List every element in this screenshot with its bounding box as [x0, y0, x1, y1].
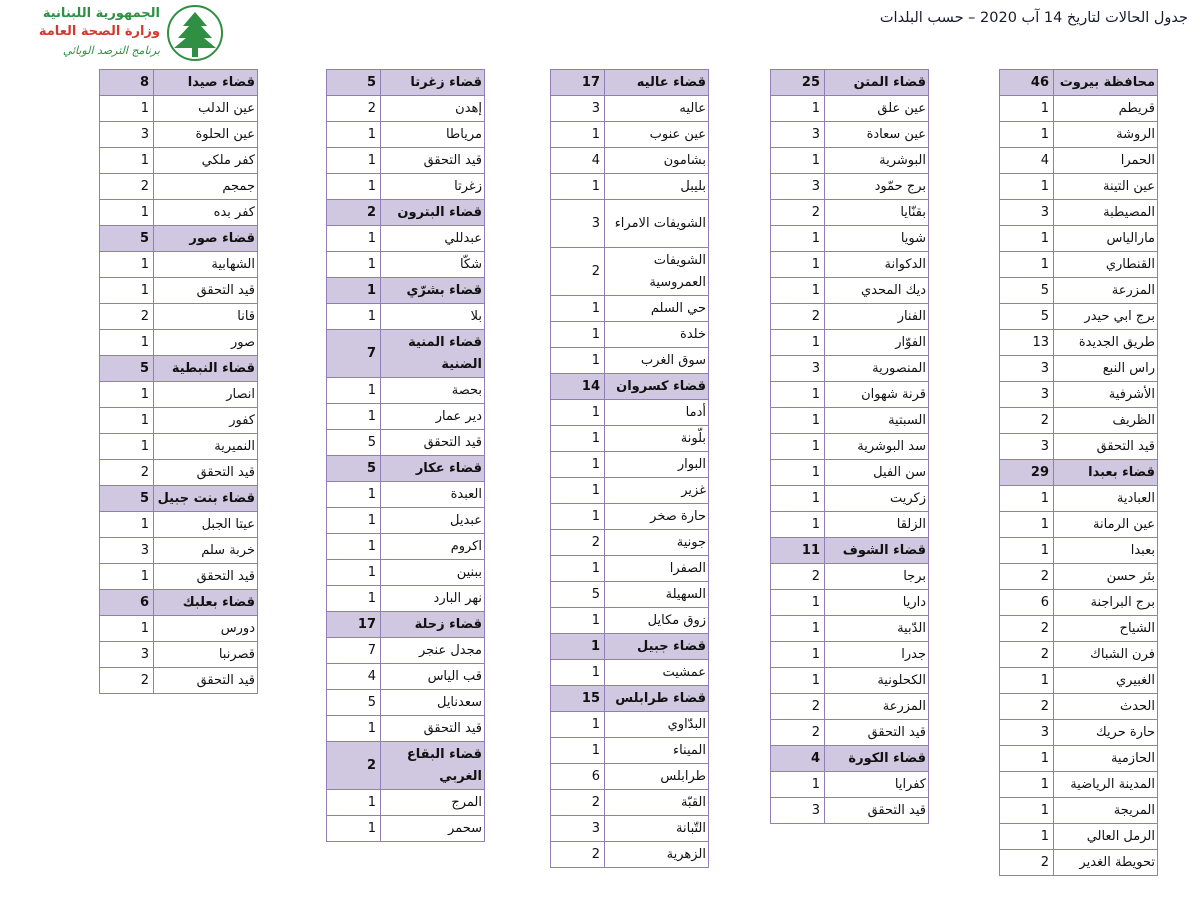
case-count: 1	[999, 772, 1053, 798]
town-name: كفر ملكي	[153, 148, 257, 174]
case-count: 1	[326, 148, 380, 174]
case-count: 2	[770, 694, 824, 720]
case-count: 2	[550, 248, 604, 296]
district-header-label: قضاء المتن	[824, 70, 928, 96]
town-name: انصار	[153, 382, 257, 408]
case-count: 3	[999, 200, 1053, 226]
town-name: خلدة	[604, 322, 708, 348]
case-count: 3	[770, 122, 824, 148]
district-total: 4	[770, 746, 824, 772]
district-header-label: قضاء البقاع الغربي	[380, 742, 484, 790]
case-count: 1	[326, 586, 380, 612]
town-name: ببنين	[380, 560, 484, 586]
town-name: كفور	[153, 408, 257, 434]
town-name: زكريت	[824, 486, 928, 512]
town-name: قيد التحقق	[1053, 434, 1157, 460]
case-count: 4	[326, 664, 380, 690]
case-count: 1	[326, 816, 380, 842]
town-name: قب الياس	[380, 664, 484, 690]
district-header-label: قضاء البترون	[380, 200, 484, 226]
page-title: جدول الحالات لتاريخ 14 آب 2020 – حسب البلدات	[879, 10, 1188, 26]
case-count: 2	[999, 616, 1053, 642]
case-count: 1	[99, 278, 153, 304]
town-name: الظريف	[1053, 408, 1157, 434]
case-count: 4	[999, 148, 1053, 174]
case-count: 3	[770, 798, 824, 824]
case-count: 1	[770, 772, 824, 798]
town-name: حي السلم	[604, 296, 708, 322]
case-count: 1	[550, 712, 604, 738]
case-count: 1	[770, 330, 824, 356]
town-name: داريا	[824, 590, 928, 616]
case-count: 1	[326, 482, 380, 508]
case-count: 5	[999, 304, 1053, 330]
town-name: الزلقا	[824, 512, 928, 538]
town-name: أدما	[604, 400, 708, 426]
case-count: 1	[550, 296, 604, 322]
town-name: بقنّايا	[824, 200, 928, 226]
case-count: 1	[99, 564, 153, 590]
town-name: صور	[153, 330, 257, 356]
case-count: 1	[550, 608, 604, 634]
case-count: 2	[99, 668, 153, 694]
town-name: السهيلة	[604, 582, 708, 608]
case-count: 5	[326, 690, 380, 716]
town-name: البدّاوي	[604, 712, 708, 738]
district-header-label: قضاء المنية الضنية	[380, 330, 484, 378]
town-name: مرياطا	[380, 122, 484, 148]
case-count: 1	[999, 252, 1053, 278]
case-count: 3	[550, 96, 604, 122]
town-name: برج ابي حيدر	[1053, 304, 1157, 330]
case-count: 1	[770, 616, 824, 642]
case-count: 1	[326, 252, 380, 278]
case-count: 1	[550, 452, 604, 478]
town-name: الشويفات الامراء	[604, 200, 708, 248]
town-name: الفنار	[824, 304, 928, 330]
case-count: 1	[770, 226, 824, 252]
town-name: زوق مكايل	[604, 608, 708, 634]
town-name: سحمر	[380, 816, 484, 842]
town-name: الفوّار	[824, 330, 928, 356]
case-count: 2	[999, 850, 1053, 876]
case-count: 1	[99, 330, 153, 356]
case-count: 1	[999, 538, 1053, 564]
case-count: 5	[999, 278, 1053, 304]
town-name: قيد التحقق	[824, 798, 928, 824]
case-count: 1	[770, 252, 824, 278]
case-count: 1	[999, 122, 1053, 148]
town-name: عين سعادة	[824, 122, 928, 148]
town-name: الرمل العالي	[1053, 824, 1157, 850]
case-count: 3	[550, 200, 604, 248]
town-name: عاليه	[604, 96, 708, 122]
town-name: عين التينة	[1053, 174, 1157, 200]
case-count: 1	[999, 96, 1053, 122]
district-header-label: قضاء بنت جبيل	[153, 486, 257, 512]
town-name: الزهرية	[604, 842, 708, 868]
logo-line-ministry: وزارة الصحة العامة	[38, 24, 160, 39]
table-column-5	[99, 69, 258, 694]
town-name: المصيطبة	[1053, 200, 1157, 226]
case-count: 1	[770, 460, 824, 486]
case-count: 1	[326, 508, 380, 534]
town-name: قانا	[153, 304, 257, 330]
district-header-label: محافظة بيروت	[1053, 70, 1157, 96]
table-column-3	[550, 69, 709, 868]
logo-line-republic: الجمهورية اللبنانية	[42, 6, 160, 21]
logo-line-program: برنامج الترصد الوبائي	[62, 44, 160, 57]
town-name: البوار	[604, 452, 708, 478]
town-name: برج البراجنة	[1053, 590, 1157, 616]
town-name: عين الرمانة	[1053, 512, 1157, 538]
town-name: عين الحلوة	[153, 122, 257, 148]
town-name: بلا	[380, 304, 484, 330]
town-name: بشامون	[604, 148, 708, 174]
case-count: 3	[999, 356, 1053, 382]
district-header-label: قضاء صور	[153, 226, 257, 252]
town-name: الكحلونية	[824, 668, 928, 694]
town-name: العبدة	[380, 482, 484, 508]
district-header-label: قضاء بعبدا	[1053, 460, 1157, 486]
town-name: قرنة شهوان	[824, 382, 928, 408]
case-count: 1	[550, 478, 604, 504]
case-count: 3	[550, 816, 604, 842]
case-count: 2	[770, 304, 824, 330]
district-header-label: قضاء زغرتا	[380, 70, 484, 96]
town-name: تحويطة الغدير	[1053, 850, 1157, 876]
town-name: قيد التحقق	[380, 716, 484, 742]
case-count: 1	[99, 252, 153, 278]
table-column-4	[326, 69, 485, 842]
case-count: 1	[550, 322, 604, 348]
district-header-label: قضاء عاليه	[604, 70, 708, 96]
case-count: 5	[326, 430, 380, 456]
district-total: 5	[326, 456, 380, 482]
district-header-label: قضاء بعلبك	[153, 590, 257, 616]
town-name: برج حمّود	[824, 174, 928, 200]
case-count: 1	[770, 382, 824, 408]
town-name: ديك المحدي	[824, 278, 928, 304]
case-count: 3	[999, 382, 1053, 408]
town-name: حارة حريك	[1053, 720, 1157, 746]
town-name: جمجم	[153, 174, 257, 200]
town-name: فرن الشباك	[1053, 642, 1157, 668]
town-name: برجا	[824, 564, 928, 590]
case-count: 1	[550, 660, 604, 686]
case-count: 1	[550, 122, 604, 148]
town-name: جونية	[604, 530, 708, 556]
district-total: 5	[99, 486, 153, 512]
town-name: قيد التحقق	[824, 720, 928, 746]
town-name: كفرايا	[824, 772, 928, 798]
case-count: 2	[999, 694, 1053, 720]
case-count: 13	[999, 330, 1053, 356]
case-count: 1	[99, 408, 153, 434]
case-count: 4	[550, 148, 604, 174]
case-count: 1	[999, 746, 1053, 772]
district-header-label: قضاء النبطية	[153, 356, 257, 382]
case-count: 1	[770, 590, 824, 616]
case-count: 1	[770, 408, 824, 434]
district-header-label: قضاء الكورة	[824, 746, 928, 772]
town-name: قيد التحقق	[380, 148, 484, 174]
town-name: بليبل	[604, 174, 708, 200]
case-count: 7	[326, 638, 380, 664]
case-count: 1	[999, 512, 1053, 538]
case-count: 1	[550, 400, 604, 426]
case-count: 1	[326, 716, 380, 742]
town-name: اكروم	[380, 534, 484, 560]
town-name: دير عمار	[380, 404, 484, 430]
town-name: الميناء	[604, 738, 708, 764]
town-name: الشياح	[1053, 616, 1157, 642]
case-count: 3	[99, 538, 153, 564]
case-count: 2	[99, 174, 153, 200]
town-name: التّبانة	[604, 816, 708, 842]
town-name: سد البوشرية	[824, 434, 928, 460]
case-count: 2	[770, 564, 824, 590]
town-name: قيد التحقق	[153, 564, 257, 590]
case-count: 3	[999, 720, 1053, 746]
district-total: 1	[326, 278, 380, 304]
district-total: 29	[999, 460, 1053, 486]
case-count: 1	[770, 642, 824, 668]
case-count: 1	[326, 122, 380, 148]
district-total: 5	[326, 70, 380, 96]
town-name: طريق الجديدة	[1053, 330, 1157, 356]
town-name: قيد التحقق	[153, 668, 257, 694]
town-name: الحمرا	[1053, 148, 1157, 174]
district-total: 15	[550, 686, 604, 712]
town-name: قيد التحقق	[380, 430, 484, 456]
case-count: 1	[326, 790, 380, 816]
case-count: 3	[770, 174, 824, 200]
case-count: 3	[99, 642, 153, 668]
town-name: بحصة	[380, 378, 484, 404]
town-name: مجدل عنجر	[380, 638, 484, 664]
town-name: سعدنايل	[380, 690, 484, 716]
case-count: 1	[99, 200, 153, 226]
case-count: 1	[999, 486, 1053, 512]
case-count: 1	[770, 96, 824, 122]
case-count: 2	[550, 842, 604, 868]
town-name: شويا	[824, 226, 928, 252]
town-name: المرج	[380, 790, 484, 816]
town-name: القنطاري	[1053, 252, 1157, 278]
town-name: مارالياس	[1053, 226, 1157, 252]
town-name: عين الدلب	[153, 96, 257, 122]
town-name: قصرنبا	[153, 642, 257, 668]
case-count: 1	[99, 148, 153, 174]
town-name: الشهابية	[153, 252, 257, 278]
town-name: راس النبع	[1053, 356, 1157, 382]
district-header-label: قضاء عكار	[380, 456, 484, 482]
town-name: جدرا	[824, 642, 928, 668]
district-total: 1	[550, 634, 604, 660]
district-total: 17	[326, 612, 380, 638]
district-total: 8	[99, 70, 153, 96]
district-total: 5	[99, 356, 153, 382]
town-name: عمشيت	[604, 660, 708, 686]
district-header-label: قضاء صيدا	[153, 70, 257, 96]
case-count: 2	[999, 642, 1053, 668]
case-count: 6	[550, 764, 604, 790]
district-total: 25	[770, 70, 824, 96]
case-count: 2	[550, 530, 604, 556]
town-name: السبتية	[824, 408, 928, 434]
town-name: كفر بده	[153, 200, 257, 226]
district-total: 2	[326, 742, 380, 790]
town-name: المدينة الرياضية	[1053, 772, 1157, 798]
case-count: 2	[770, 200, 824, 226]
town-name: نهر البارد	[380, 586, 484, 612]
town-name: طرابلس	[604, 764, 708, 790]
town-name: العبادية	[1053, 486, 1157, 512]
district-header-label: قضاء كسروان	[604, 374, 708, 400]
case-count: 1	[99, 434, 153, 460]
town-name: الحدث	[1053, 694, 1157, 720]
case-count: 1	[999, 174, 1053, 200]
case-count: 1	[326, 404, 380, 430]
town-name: قيد التحقق	[153, 278, 257, 304]
case-count: 2	[999, 408, 1053, 434]
town-name: دورس	[153, 616, 257, 642]
case-count: 2	[999, 564, 1053, 590]
town-name: النميرية	[153, 434, 257, 460]
town-name: حارة صخر	[604, 504, 708, 530]
town-name: الغبيري	[1053, 668, 1157, 694]
case-count: 1	[770, 486, 824, 512]
district-header-label: قضاء الشوف	[824, 538, 928, 564]
town-name: الحازمية	[1053, 746, 1157, 772]
town-name: المزرعة	[1053, 278, 1157, 304]
town-name: الأشرفية	[1053, 382, 1157, 408]
town-name: الدّبية	[824, 616, 928, 642]
case-count: 2	[770, 720, 824, 746]
cedar-tree-icon	[164, 4, 226, 62]
table-column-1	[999, 69, 1158, 876]
case-count: 1	[770, 278, 824, 304]
case-count: 1	[550, 348, 604, 374]
case-count: 1	[999, 226, 1053, 252]
case-count: 1	[999, 668, 1053, 694]
ministry-logo	[12, 4, 242, 62]
town-name: عين علق	[824, 96, 928, 122]
case-count: 1	[770, 148, 824, 174]
town-name: سوق الغرب	[604, 348, 708, 374]
town-name: بلّونة	[604, 426, 708, 452]
case-count: 1	[550, 738, 604, 764]
district-header-label: قضاء جبيل	[604, 634, 708, 660]
town-name: عبديل	[380, 508, 484, 534]
case-count: 1	[550, 504, 604, 530]
case-count: 6	[999, 590, 1053, 616]
case-count: 1	[326, 174, 380, 200]
town-name: الروشة	[1053, 122, 1157, 148]
town-name: المزرعة	[824, 694, 928, 720]
case-count: 1	[999, 798, 1053, 824]
town-name: زغرتا	[380, 174, 484, 200]
case-count: 1	[550, 426, 604, 452]
case-count: 2	[550, 790, 604, 816]
case-count: 1	[99, 96, 153, 122]
town-name: القبّة	[604, 790, 708, 816]
town-name: بعبدا	[1053, 538, 1157, 564]
case-count: 1	[326, 226, 380, 252]
case-count: 1	[999, 824, 1053, 850]
town-name: قريطم	[1053, 96, 1157, 122]
case-count: 1	[326, 378, 380, 404]
case-count: 1	[99, 512, 153, 538]
town-name: شكّا	[380, 252, 484, 278]
case-count: 1	[770, 668, 824, 694]
town-name: عيتا الجبل	[153, 512, 257, 538]
district-total: 7	[326, 330, 380, 378]
case-count: 1	[550, 556, 604, 582]
case-count: 3	[770, 356, 824, 382]
case-count: 1	[99, 616, 153, 642]
district-total: 46	[999, 70, 1053, 96]
district-header-label: قضاء طرابلس	[604, 686, 708, 712]
case-count: 2	[326, 96, 380, 122]
district-total: 2	[326, 200, 380, 226]
town-name: الشويفات العمروسية	[604, 248, 708, 296]
district-header-label: قضاء زحلة	[380, 612, 484, 638]
town-name: البوشرية	[824, 148, 928, 174]
case-count: 5	[550, 582, 604, 608]
town-name: الدكوانة	[824, 252, 928, 278]
district-total: 5	[99, 226, 153, 252]
case-count: 2	[99, 304, 153, 330]
town-name: عين عنوب	[604, 122, 708, 148]
district-total: 14	[550, 374, 604, 400]
town-name: الصفرا	[604, 556, 708, 582]
town-name: المريجة	[1053, 798, 1157, 824]
town-name: عبدللي	[380, 226, 484, 252]
district-total: 17	[550, 70, 604, 96]
case-count: 3	[999, 434, 1053, 460]
case-count: 1	[99, 382, 153, 408]
case-count: 3	[99, 122, 153, 148]
district-total: 6	[99, 590, 153, 616]
town-name: خربة سلم	[153, 538, 257, 564]
district-total: 11	[770, 538, 824, 564]
district-header-label: قضاء بشرّي	[380, 278, 484, 304]
table-column-2	[770, 69, 929, 824]
case-count: 1	[326, 560, 380, 586]
town-name: المنصورية	[824, 356, 928, 382]
town-name: قيد التحقق	[153, 460, 257, 486]
case-count: 1	[550, 174, 604, 200]
case-count: 1	[326, 534, 380, 560]
town-name: بئر حسن	[1053, 564, 1157, 590]
case-count: 2	[99, 460, 153, 486]
town-name: إهدن	[380, 96, 484, 122]
case-count: 1	[770, 512, 824, 538]
case-count: 1	[770, 434, 824, 460]
case-count: 1	[326, 304, 380, 330]
town-name: غزير	[604, 478, 708, 504]
town-name: سن الفيل	[824, 460, 928, 486]
